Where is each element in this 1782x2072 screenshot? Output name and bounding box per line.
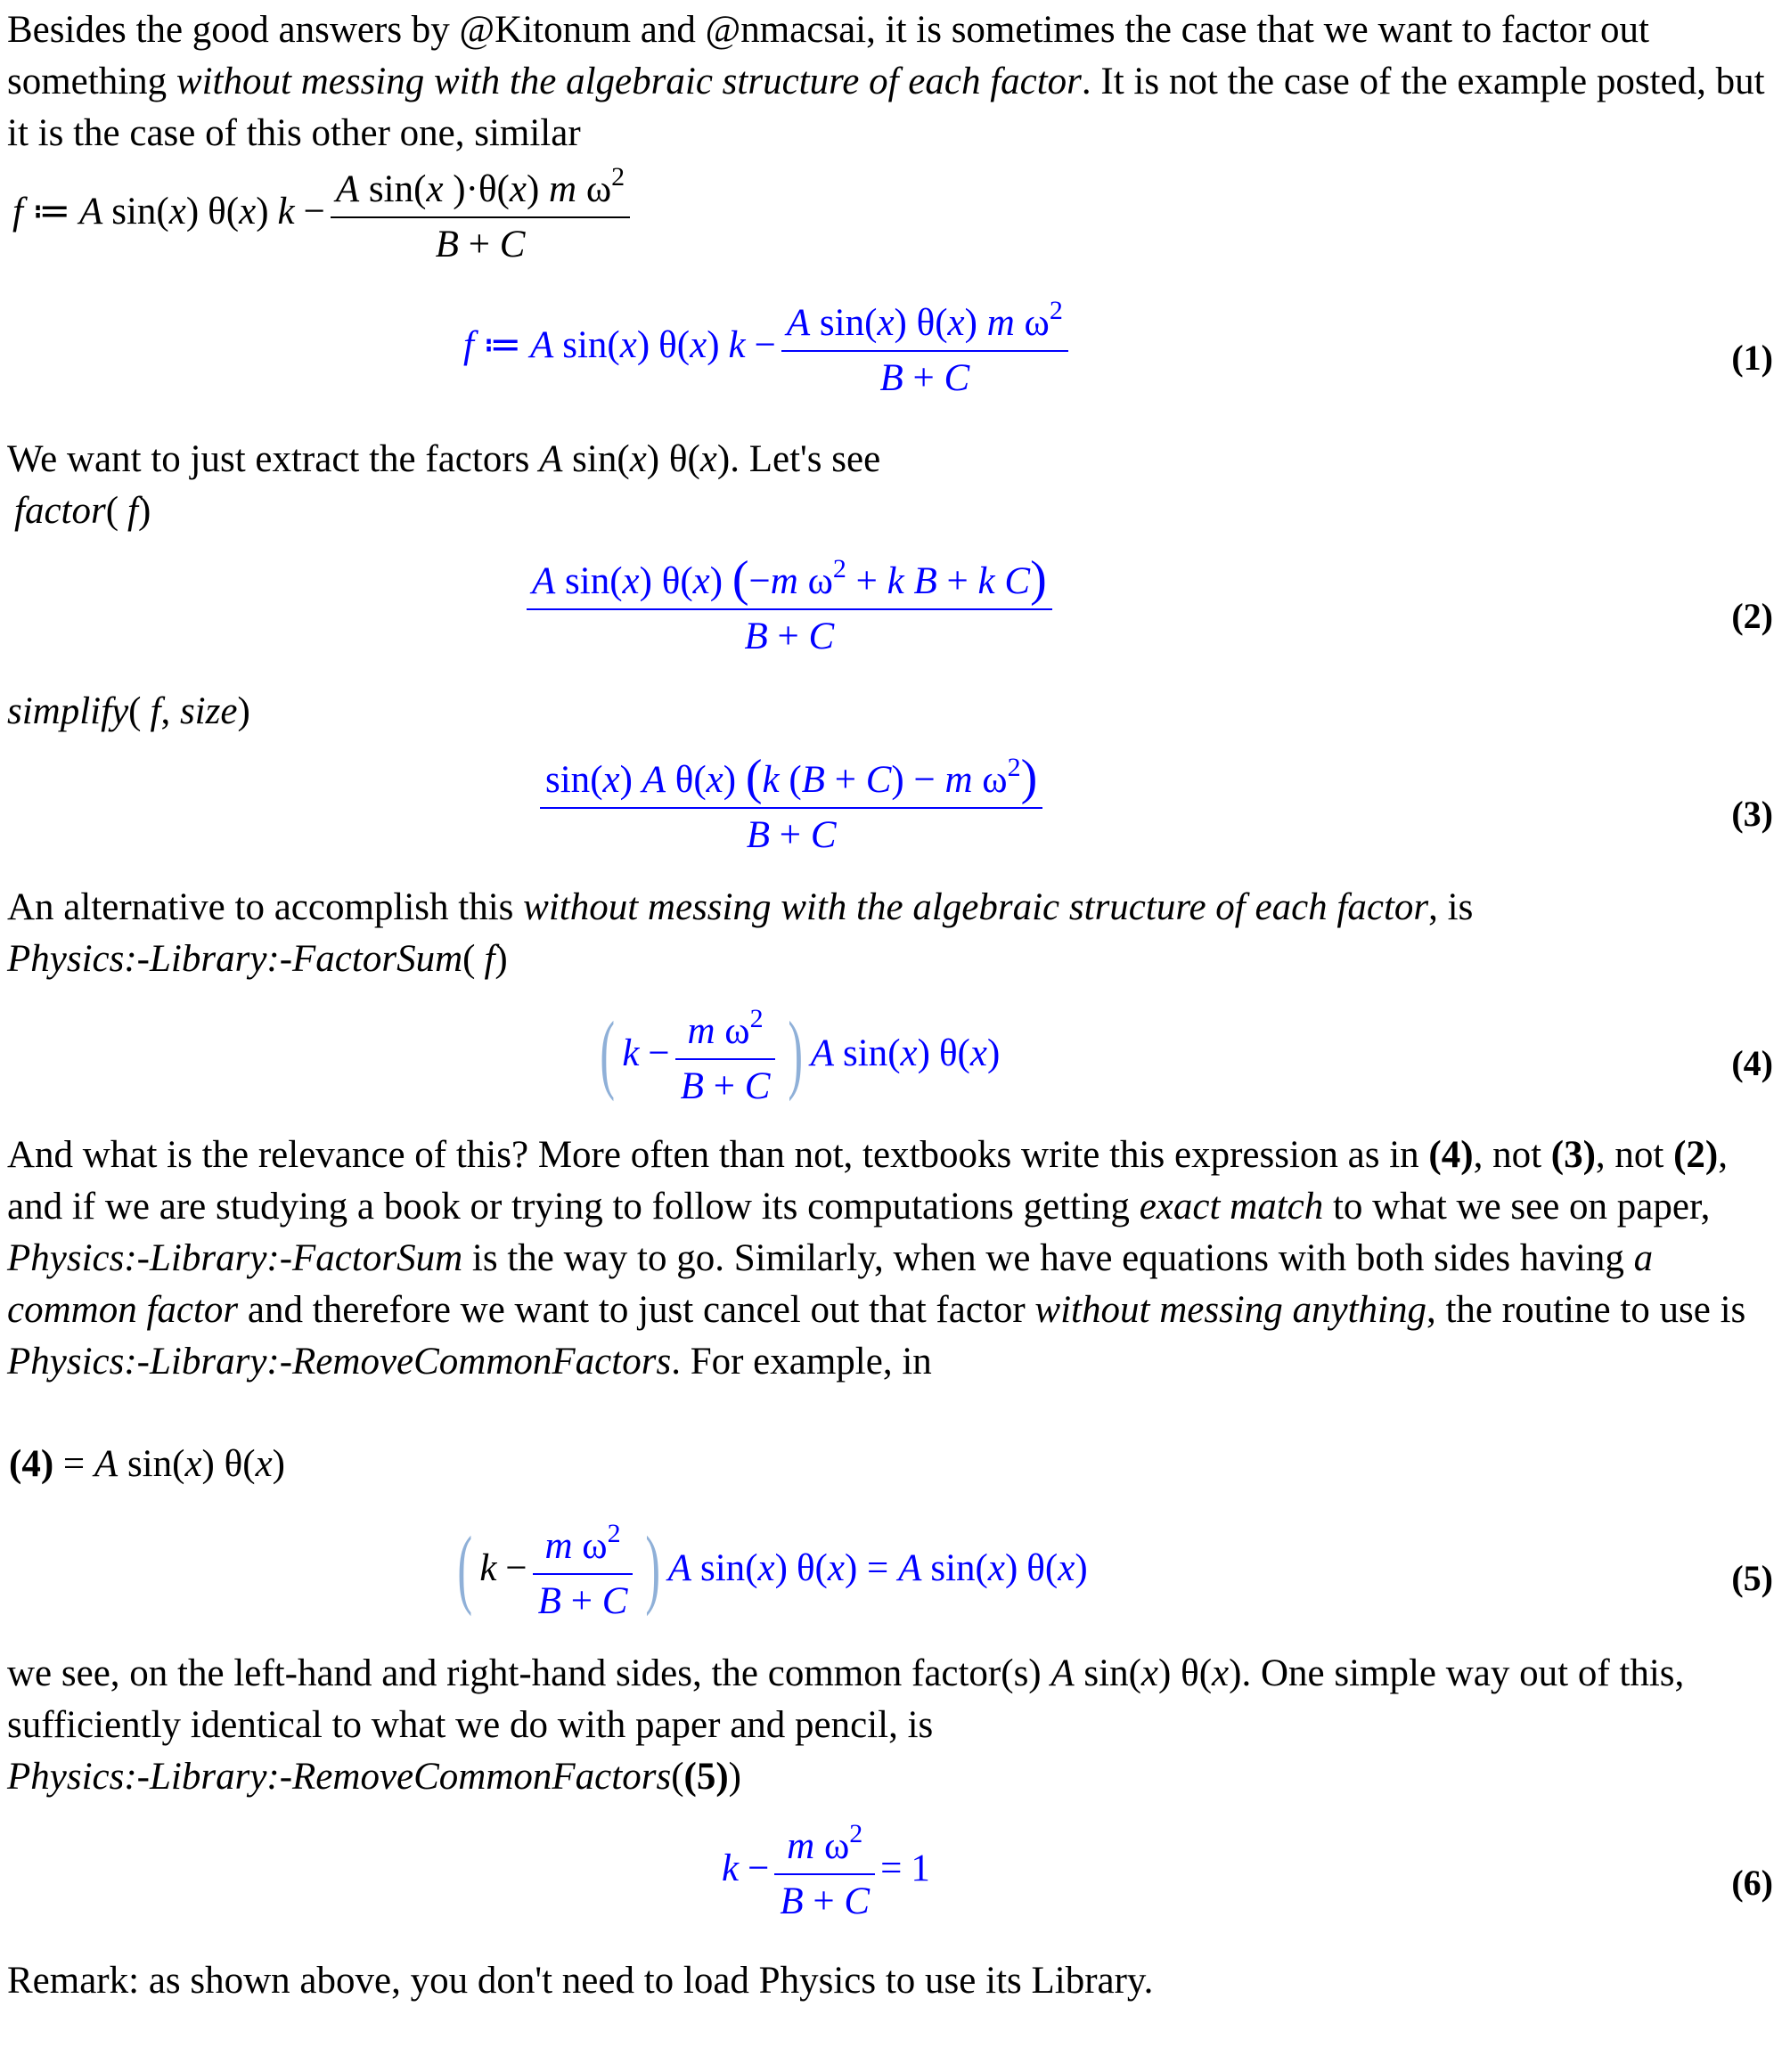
alternative-paragraph: An alternative to accomplish this without messing with the algebraic structure of each factor, is <box>7 886 1474 928</box>
equation-label-2: (2) <box>1731 596 1773 636</box>
extract-paragraph: We want to just extract the factors A sin(x) θ(x). Let's see <box>7 438 881 480</box>
intro-emphasis: without messing with the algebraic structure of each factor <box>176 61 1082 102</box>
input-fraction: $\frac{A \sin(x )\cdot\theta(x) m \omega^2}{B + C}$ <box>331 156 630 266</box>
intro-text-end: . It is not the case of the example posted, but it is the case of this other one, similar <box>7 61 1765 154</box>
input-ref4-equation[interactable]: (4) = A sin(x) θ(x) <box>9 1443 285 1485</box>
output-2-expression: $\frac{A \sin(x) \theta(x) (-m \omega^2 + k B + k C)}{B + C}$ <box>521 548 1058 658</box>
equation-label-3: (3) <box>1731 794 1773 834</box>
output-5-expression: ( k − $\frac{m \omega^2}{B + C}$ ) A sin(x) θ(x) = A sin(x) θ(x) <box>457 1518 1088 1622</box>
equation-label-6: (6) <box>1731 1863 1773 1903</box>
relevance-paragraph: And what is the relevance of this? More often than not, textbooks write this expression as in (4), not (3), not (2), and if we are studying a book or trying to follow its computations getting exact match to what we see on paper, Physics:-Library:-FactorSum is the way to go. Similarly, when we have equations with both sides having a common factor and therefore we want to just cancel out that factor without messing anything, the routine to use is Physics:-Library:-RemoveCommonFactors. For example, in <box>7 1134 1746 1383</box>
input-remove-common-factors[interactable]: Physics:-Library:-RemoveCommonFactors((5)) <box>7 1756 741 1798</box>
equation-label-1: (1) <box>1731 338 1773 378</box>
equation-label-5: (5) <box>1731 1558 1773 1598</box>
intro-text: Besides the good answers by @Kitonum and @nmacsai, it is sometimes the case that we want to factor out something <box>7 9 1649 102</box>
remark-paragraph: Remark: as shown above, you don't need to load Physics to use its Library. <box>7 1960 1154 2002</box>
equation-label-4: (4) <box>1731 1043 1773 1083</box>
output-1-expression: f ≔ A sin ( x ) θ ( x ) k − $\frac{A \sin(x) \theta(x) m \omega^2}{B + C}$ <box>463 290 1074 400</box>
intro-paragraph <box>7 4 1775 159</box>
input-simplify[interactable]: simplify( f, size) <box>7 690 250 732</box>
input-factor[interactable]: factor( f) <box>14 490 151 532</box>
common-factor-paragraph: we see, on the left-hand and right-hand sides, the common factor(s) A sin(x) θ(x). One simple way out of this, sufficiently identical to what we do with paper and pencil, is <box>7 1652 1685 1746</box>
input-f-definition[interactable]: f ≔ A sin ( x ) θ ( x ) k − $\frac{A \sin(x )\cdot\theta(x) m \omega^2}{B + C}$ <box>12 156 635 266</box>
input-factorsum[interactable]: Physics:-Library:-FactorSum( f) <box>7 938 508 980</box>
output-6-expression: k − $\frac{m \omega^2}{B + C}$ = 1 <box>722 1819 930 1922</box>
output-4-expression: ( k − $\frac{m \omega^2}{B + C}$ ) A sin ( x ) θ ( x ) <box>600 1003 1001 1107</box>
output-3-expression: $\frac{\sin(x) A \theta(x) (k (B + C) - m \omega^2)}{B + C}$ <box>535 746 1048 857</box>
